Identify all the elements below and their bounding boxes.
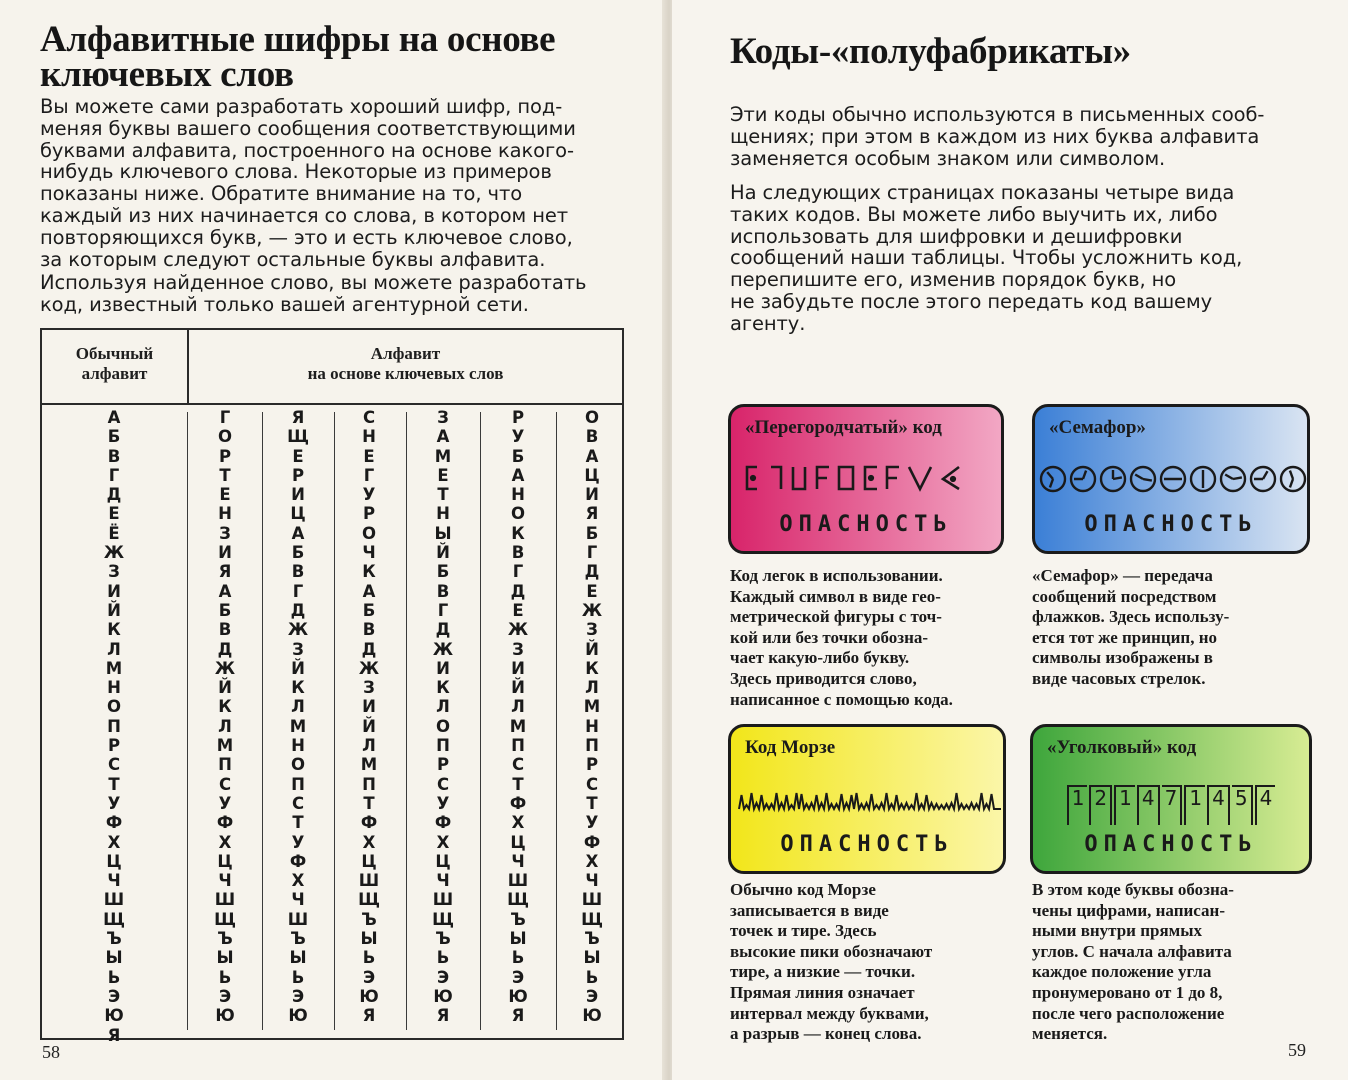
table-cell: О bbox=[361, 523, 377, 543]
table-cell: Д bbox=[435, 620, 451, 640]
keyword-cipher-table bbox=[40, 328, 624, 1045]
table-cell: О bbox=[584, 408, 600, 427]
table-cell: З bbox=[219, 523, 231, 543]
pigpen-description: Код легок в использовании. Каждый символ в виде гео- метрической фигуры с точ- кой или без точки обозна- чает какую-либо букву. Здесь приводится слово, написанное с помощью кода. bbox=[730, 566, 953, 709]
table-cell: Ь bbox=[362, 948, 376, 968]
table-cell: У bbox=[436, 793, 450, 813]
table-cell: П bbox=[511, 736, 525, 756]
table-cell: Ъ bbox=[510, 909, 526, 929]
table-cell: Щ bbox=[214, 909, 236, 929]
table-cell: Ы bbox=[289, 948, 307, 968]
table-cell: Щ bbox=[287, 427, 309, 447]
right-paragraph-1: Эти коды обычно используются в письменных сооб- щениях; при этом в каждом из них буква алфавита заменяется особым знаком или символом. bbox=[730, 103, 1265, 170]
table-cell: И bbox=[585, 485, 599, 505]
table-cell: Щ bbox=[432, 909, 454, 929]
table-cell: С bbox=[218, 774, 232, 794]
table-cell: С bbox=[436, 774, 450, 794]
header-keyword-alphabets: Алфавит на основе ключевых слов bbox=[307, 344, 504, 383]
table-cell: Э bbox=[436, 967, 450, 987]
table-cell: Ц bbox=[584, 465, 600, 485]
table-cell: И bbox=[107, 581, 121, 601]
header-plain-alphabet: Обычный алфавит bbox=[75, 344, 154, 383]
corner-code-digit: 2 bbox=[1089, 785, 1112, 825]
table-cell: М bbox=[583, 697, 601, 717]
table-cell: В bbox=[511, 543, 525, 563]
table-cell: В bbox=[218, 620, 232, 640]
table-cell: Ы bbox=[105, 948, 123, 968]
table-cell: С bbox=[511, 755, 525, 775]
table-cell: Т bbox=[437, 485, 449, 505]
table-cell: Я bbox=[585, 504, 599, 524]
table-cell: Д bbox=[217, 639, 233, 659]
column-separator bbox=[187, 412, 188, 1030]
table-cell: Ю bbox=[433, 986, 453, 1006]
table-cell: Ж bbox=[581, 600, 603, 620]
keyword-alphabet-column-2 bbox=[281, 408, 315, 1026]
table-cell: Ь bbox=[436, 948, 450, 968]
table-cell: Ч bbox=[436, 871, 450, 891]
table-cell: К bbox=[218, 697, 232, 717]
table-cell: З bbox=[108, 562, 120, 582]
table-cell: Э bbox=[585, 986, 599, 1006]
table-cell: Ф bbox=[434, 813, 452, 833]
pigpen-symbols-icon bbox=[731, 459, 1004, 499]
table-cell: Н bbox=[107, 678, 121, 698]
table-cell: Щ bbox=[581, 909, 603, 929]
table-cell: К bbox=[107, 620, 121, 640]
keyword-alphabet-column-6 bbox=[575, 408, 609, 1026]
table-cell: С bbox=[107, 755, 121, 775]
table-cell: Ш bbox=[214, 890, 236, 910]
corner-code-digit: 1 bbox=[1067, 785, 1088, 825]
keyword-alphabet-column-5 bbox=[501, 408, 535, 1026]
table-cell: Ч bbox=[511, 851, 525, 871]
corner-code-digit: 4 bbox=[1255, 785, 1276, 825]
table-cell: З bbox=[512, 639, 524, 659]
table-cell: З bbox=[292, 639, 304, 659]
table-cell: Э bbox=[362, 967, 376, 987]
table-cell: К bbox=[585, 658, 599, 678]
table-cell: Е bbox=[586, 581, 598, 601]
table-cell: Х bbox=[511, 813, 525, 833]
table-cell: Н bbox=[511, 485, 525, 505]
table-cell: Н bbox=[291, 736, 305, 756]
table-cell: И bbox=[291, 485, 305, 505]
morse-waveform-icon bbox=[731, 779, 1006, 819]
table-cell: Г bbox=[219, 408, 231, 427]
table-cell: Э bbox=[218, 986, 232, 1006]
table-cell: О bbox=[435, 716, 451, 736]
column-separator bbox=[480, 412, 481, 1030]
table-cell: Й bbox=[107, 600, 121, 620]
table-cell: Й bbox=[291, 658, 305, 678]
table-cell: П bbox=[362, 774, 376, 794]
table-cell: У bbox=[291, 832, 305, 852]
table-cell: Ф bbox=[583, 832, 601, 852]
card-semaphore-word: ОПАСНОСТЬ bbox=[1084, 512, 1258, 537]
table-cell: Н bbox=[218, 504, 232, 524]
table-cell: Р bbox=[436, 755, 450, 775]
table-cell: Г bbox=[108, 465, 120, 485]
left-paragraph-1: Вы можете сами разработать хороший шифр, под- меняя буквы вашего сообщения соответствующими буквами алфавита, построенного на основе какого- нибудь ключевого слова. Некоторые из примеров показаны ниже. Обратите внимание на то, что каждый из них начинается со слова, в котором нет повторяющихся букв, — это и есть ключевое слово, за которым следуют остальные буквы алфавита. bbox=[40, 95, 576, 271]
table-cell: Ю bbox=[104, 1006, 124, 1026]
left-page-title: Алфавитные шифры на основе ключевых слов bbox=[40, 19, 556, 95]
table-cell: Р bbox=[585, 755, 599, 775]
semaphore-description: «Семафор» — передача сообщений посредством флажков. Здесь использу- ется тот же принцип, но символы изображены в виде часовых стрелок. bbox=[1032, 566, 1230, 688]
table-cell: Х bbox=[585, 851, 599, 871]
table-cell: П bbox=[585, 736, 599, 756]
table-cell: Ъ bbox=[217, 929, 233, 949]
table-cell: П bbox=[436, 736, 450, 756]
table-cell: Ь bbox=[107, 967, 121, 987]
table-cell: Т bbox=[512, 774, 524, 794]
table-cell: Е bbox=[437, 465, 449, 485]
table-cell: Ы bbox=[509, 929, 527, 949]
table-cell: А bbox=[436, 427, 450, 447]
corner-code-digit: 4 bbox=[1137, 785, 1160, 825]
table-cell: П bbox=[107, 716, 121, 736]
card-morse-code bbox=[728, 724, 1006, 874]
table-cell: Ш bbox=[358, 871, 380, 891]
table-cell: А bbox=[362, 581, 376, 601]
table-cell: Х bbox=[291, 871, 305, 891]
table-cell: Ж bbox=[103, 543, 125, 563]
table-cell: У bbox=[585, 813, 599, 833]
table-cell: Ш bbox=[103, 890, 125, 910]
right-paragraph-2: На следующих страницах показаны четыре вида таких кодов. Вы можете либо выучить их, либо использовать для шифровки и дешифровки сообщений наши таблицы. Чтобы усложнить код, перепишите его, изменив порядок букв, но не забудьте после этого передать код вашему агенту. bbox=[730, 181, 1243, 335]
table-cell: Х bbox=[107, 832, 121, 852]
table-cell: Ц bbox=[106, 851, 122, 871]
column-separator bbox=[556, 412, 557, 1030]
table-cell: Ц bbox=[361, 851, 377, 871]
table-cell: Ч bbox=[218, 871, 232, 891]
table-cell: Е bbox=[363, 446, 375, 466]
table-cell: Ы bbox=[360, 929, 378, 949]
table-cell: У bbox=[107, 793, 121, 813]
table-cell: Д bbox=[510, 581, 526, 601]
table-cell: Б bbox=[585, 523, 599, 543]
table-cell: Л bbox=[107, 639, 121, 659]
card-corner-title: «Уголковый» код bbox=[1047, 737, 1197, 758]
table-cell: Э bbox=[511, 967, 525, 987]
table-cell: Ь bbox=[511, 948, 525, 968]
table-cell: Р bbox=[107, 736, 121, 756]
table-cell: У bbox=[511, 427, 525, 447]
page-number-right: 59 bbox=[1288, 1040, 1306, 1060]
table-cell: Л bbox=[436, 697, 450, 717]
table-cell: В bbox=[107, 446, 121, 466]
table-cell: О bbox=[290, 755, 306, 775]
table-cell: В bbox=[362, 620, 376, 640]
right-page-title: Коды-«полуфабрикаты» bbox=[730, 31, 1131, 72]
table-cell: М bbox=[105, 658, 123, 678]
table-cell: О bbox=[106, 697, 122, 717]
card-semaphore-code bbox=[1032, 404, 1310, 554]
table-cell: И bbox=[218, 543, 232, 563]
table-cell: Ь bbox=[291, 967, 305, 987]
table-cell: Ф bbox=[360, 813, 378, 833]
card-morse-word: ОПАСНОСТЬ bbox=[780, 832, 954, 857]
table-cell: Ь bbox=[585, 967, 599, 987]
table-cell: А bbox=[291, 523, 305, 543]
table-cell: Т bbox=[219, 465, 231, 485]
table-cell: Б bbox=[362, 600, 376, 620]
table-cell: К bbox=[436, 678, 450, 698]
table-cell: В bbox=[436, 581, 450, 601]
table-cell: А bbox=[585, 446, 599, 466]
left-page bbox=[0, 0, 664, 1080]
card-semaphore-title: «Семафор» bbox=[1049, 417, 1146, 438]
left-paragraph-2: Используя найденное слово, вы можете разработать код, известный только вашей агентурной сети. bbox=[40, 271, 587, 316]
table-cell: З bbox=[586, 620, 598, 640]
table-cell: З bbox=[437, 408, 449, 427]
table-cell: Г bbox=[437, 600, 449, 620]
table-cell: Л bbox=[291, 697, 305, 717]
table-cell: Ж bbox=[214, 658, 236, 678]
table-cell: Б bbox=[218, 600, 232, 620]
table-cell: Т bbox=[108, 774, 120, 794]
table-cell: Ф bbox=[105, 813, 123, 833]
table-cell: Ъ bbox=[435, 929, 451, 949]
table-cell: Ж bbox=[287, 620, 309, 640]
table-cell: Д bbox=[290, 600, 306, 620]
plain-alphabet-column bbox=[97, 408, 131, 1045]
table-cell: Ж bbox=[358, 658, 380, 678]
table-cell: Ф bbox=[509, 793, 527, 813]
table-cell: О bbox=[217, 427, 233, 447]
table-cell: Я bbox=[362, 1006, 376, 1026]
table-cell: Ш bbox=[432, 890, 454, 910]
corner-description: В этом коде буквы обозна- чены цифрами, написан- ными внутри прямых углов. С начала алфавита каждое положение угла пронумеровано от 1 до 8, после чего расположение меняется. bbox=[1032, 880, 1234, 1044]
table-cell: О bbox=[510, 504, 526, 524]
table-cell: Р bbox=[362, 504, 376, 524]
table-cell: Б bbox=[107, 427, 121, 447]
table-cell: Я bbox=[436, 1006, 450, 1026]
table-cell: Ц bbox=[290, 504, 306, 524]
table-cell: Е bbox=[219, 485, 231, 505]
table-cell: Х bbox=[362, 832, 376, 852]
table-cell: Р bbox=[218, 446, 232, 466]
card-pigpen-title: «Перегородчатый» код bbox=[745, 417, 942, 438]
table-cell: К bbox=[291, 678, 305, 698]
table-cell: Т bbox=[292, 813, 304, 833]
table-cell: Ы bbox=[434, 523, 452, 543]
table-cell: М bbox=[216, 736, 234, 756]
table-cell: Е bbox=[108, 504, 120, 524]
table-cell: Ь bbox=[218, 967, 232, 987]
table-cell: У bbox=[362, 485, 376, 505]
morse-description: Обычно код Морзе записывается в виде точек и тире. Здесь высокие пики обозначают тире, а низкие — точки. Прямая линия означает интервал между буквами, а разрыв — конец слова. bbox=[730, 880, 933, 1044]
table-cell: Ч bbox=[291, 890, 305, 910]
table-cell: Ю bbox=[582, 1006, 602, 1026]
keyword-alphabet-column-3 bbox=[352, 408, 386, 1026]
table-cell: Л bbox=[585, 678, 599, 698]
table-cell: А bbox=[511, 465, 525, 485]
table-cell: С bbox=[291, 793, 305, 813]
table-cell: Ю bbox=[508, 986, 528, 1006]
corner-code-digit: 5 bbox=[1232, 785, 1253, 825]
table-cell: В bbox=[291, 562, 305, 582]
table-cell: Л bbox=[218, 716, 232, 736]
table-cell: Ъ bbox=[361, 909, 377, 929]
column-separator bbox=[334, 412, 335, 1030]
card-morse-title: Код Морзе bbox=[745, 737, 836, 758]
right-page bbox=[672, 0, 1348, 1080]
table-cell: Н bbox=[436, 504, 450, 524]
table-cell: Ш bbox=[287, 909, 309, 929]
corner-code-digit: 4 bbox=[1207, 785, 1230, 825]
table-cell: Й bbox=[511, 678, 525, 698]
table-cell: Л bbox=[362, 736, 376, 756]
table-cell: Й bbox=[218, 678, 232, 698]
table-cell: В bbox=[585, 427, 599, 447]
table-cell: Д bbox=[106, 485, 122, 505]
table-cell: Ф bbox=[289, 851, 307, 871]
table-cell: Й bbox=[585, 639, 599, 659]
table-cell: Ш bbox=[507, 871, 529, 891]
table-cell: Й bbox=[362, 716, 376, 736]
table-cell: Д bbox=[361, 639, 377, 659]
table-cell: Х bbox=[436, 832, 450, 852]
table-cell: М bbox=[360, 755, 378, 775]
table-cell: Й bbox=[436, 543, 450, 563]
table-cell: Б bbox=[436, 562, 450, 582]
table-cell: У bbox=[218, 793, 232, 813]
corner-code-digit: 1 bbox=[1114, 785, 1135, 825]
table-cell: И bbox=[362, 697, 376, 717]
table-cell: Ё bbox=[108, 523, 120, 543]
table-cell: Ц bbox=[217, 851, 233, 871]
table-cell: Ж bbox=[432, 639, 454, 659]
table-cell: Ю bbox=[359, 986, 379, 1006]
corner-code-digit: 1 bbox=[1184, 785, 1205, 825]
table-cell: Ч bbox=[362, 543, 376, 563]
table-cell: М bbox=[509, 716, 527, 736]
card-corner-word: ОПАСНОСТЬ bbox=[1084, 832, 1258, 857]
table-cell: Ъ bbox=[106, 929, 122, 949]
table-cell: Э bbox=[291, 986, 305, 1006]
table-cell: П bbox=[291, 774, 305, 794]
keyword-alphabet-column-1 bbox=[208, 408, 242, 1026]
table-cell: Ц bbox=[435, 851, 451, 871]
table-header-divider bbox=[42, 403, 622, 405]
table-cell: Д bbox=[584, 562, 600, 582]
table-cell: Н bbox=[585, 716, 599, 736]
table-cell: Ч bbox=[107, 871, 121, 891]
table-cell: Ч bbox=[585, 871, 599, 891]
corner-code-digit: 7 bbox=[1162, 785, 1183, 825]
keyword-alphabet-column-4 bbox=[426, 408, 460, 1026]
table-cell: Ю bbox=[215, 1006, 235, 1026]
table-cell: Ф bbox=[216, 813, 234, 833]
table-cell: Т bbox=[363, 793, 375, 813]
table-cell: Г bbox=[292, 581, 304, 601]
table-cell: Щ bbox=[103, 909, 125, 929]
corner-code-digits bbox=[1033, 785, 1309, 825]
table-cell: С bbox=[585, 774, 599, 794]
table-cell: Л bbox=[511, 697, 525, 717]
semaphore-clock-symbols-icon bbox=[1035, 459, 1310, 499]
table-cell: Е bbox=[512, 600, 524, 620]
table-cell: Р bbox=[291, 465, 305, 485]
table-cell: А bbox=[218, 581, 232, 601]
table-cell: И bbox=[436, 658, 450, 678]
card-corner-code bbox=[1030, 724, 1312, 874]
table-cell: Щ bbox=[358, 890, 380, 910]
table-cell: К bbox=[511, 523, 525, 543]
table-cell: Ц bbox=[510, 832, 526, 852]
table-cell: Б bbox=[291, 543, 305, 563]
table-cell: Х bbox=[218, 832, 232, 852]
card-pigpen-code bbox=[728, 404, 1004, 554]
table-cell: Т bbox=[586, 793, 598, 813]
table-cell: Г bbox=[586, 543, 598, 563]
column-separator bbox=[406, 412, 407, 1030]
table-cell: К bbox=[362, 562, 376, 582]
table-cell: Г bbox=[363, 465, 375, 485]
table-cell: Е bbox=[292, 446, 304, 466]
table-cell: М bbox=[434, 446, 452, 466]
table-cell: Ю bbox=[288, 1006, 308, 1026]
table-cell: Щ bbox=[507, 890, 529, 910]
table-cell: П bbox=[218, 755, 232, 775]
table-cell: Я bbox=[511, 1006, 525, 1026]
table-cell: С bbox=[362, 408, 376, 427]
page-number-left: 58 bbox=[42, 1042, 60, 1062]
table-cell: Ы bbox=[583, 948, 601, 968]
table-cell: Р bbox=[511, 408, 525, 427]
table-cell: Я bbox=[107, 1025, 121, 1045]
table-cell: Ж bbox=[507, 620, 529, 640]
table-cell: Ы bbox=[216, 948, 234, 968]
table-cell: М bbox=[289, 716, 307, 736]
table-cell: А bbox=[107, 408, 121, 427]
table-cell: Б bbox=[511, 446, 525, 466]
column-separator bbox=[262, 412, 263, 1030]
table-cell: Э bbox=[107, 986, 121, 1006]
table-cell: Н bbox=[362, 427, 376, 447]
table-cell: Ъ bbox=[290, 929, 306, 949]
card-pigpen-word: ОПАСНОСТЬ bbox=[779, 512, 953, 537]
table-cell: Ш bbox=[581, 890, 603, 910]
table-cell: Я bbox=[218, 562, 232, 582]
table-cell: З bbox=[363, 678, 375, 698]
table-cell: Я bbox=[291, 408, 305, 427]
table-cell: И bbox=[511, 658, 525, 678]
table-cell: Г bbox=[512, 562, 524, 582]
table-cell: Ъ bbox=[584, 929, 600, 949]
